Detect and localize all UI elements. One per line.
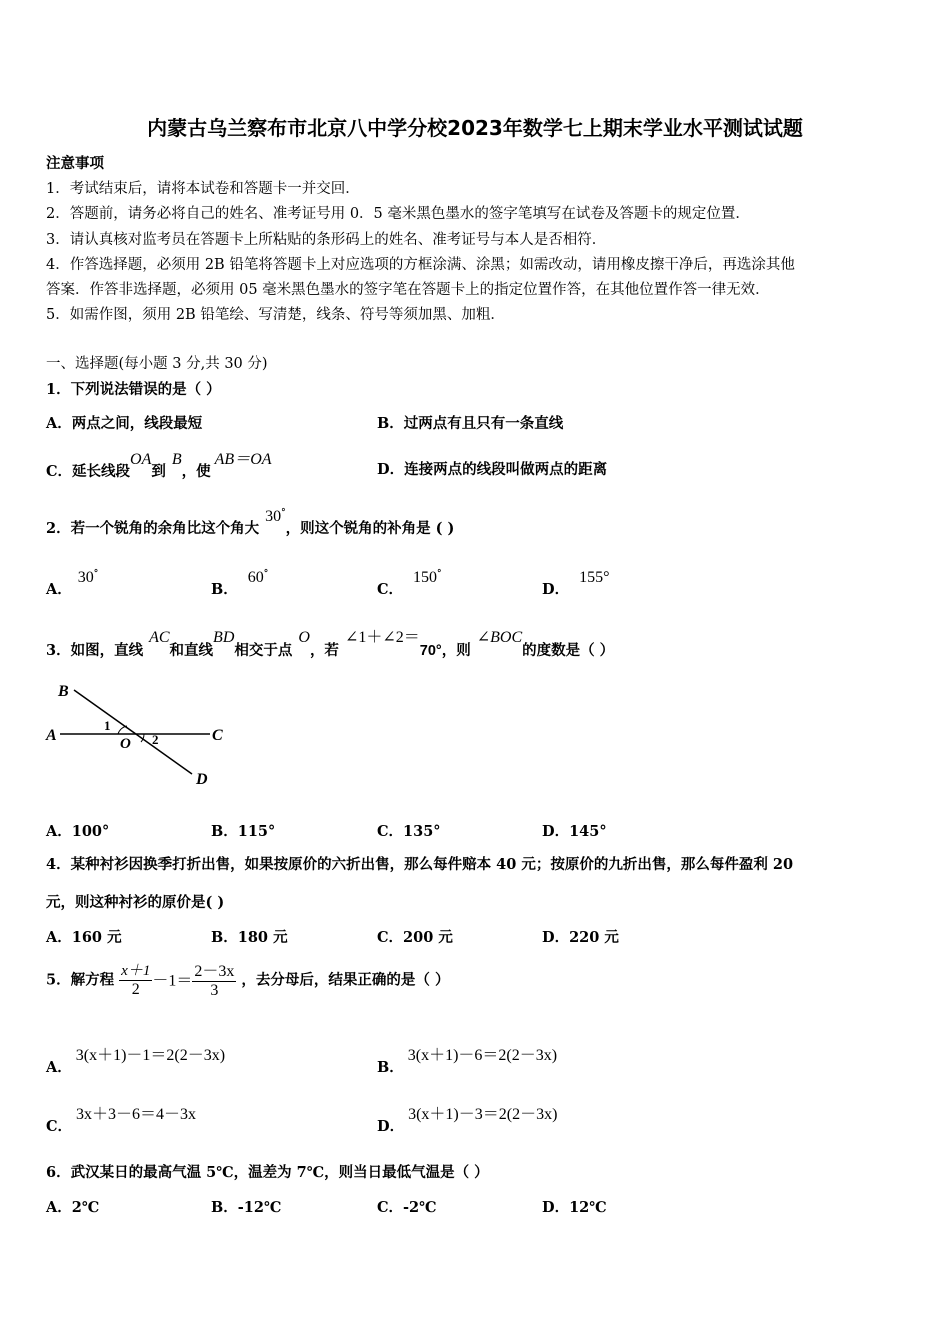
q5-option-a: A．3(x＋1)－1＝2(2－3x) [46,1047,226,1076]
q3-point-o: O [298,629,310,646]
q3-angle-sum: ∠1＋∠2＝ [344,629,420,646]
q1-c-point-b: B [171,451,182,468]
q6-option-b: B．-12℃ [211,1199,282,1216]
q4-option-d: D．220 元 [542,929,619,946]
q6-option-a: A．2℃ [46,1199,100,1216]
notice-item: 2．答题前，请务必将自己的姓名、准考证号用 0．5 毫米黑色墨水的签字笔填写在试卷及答题卡的规定位置． [46,206,750,222]
q1-option-d: D．连接两点的线段叫做两点的距离 [377,461,608,478]
q3-line-ac: AC [149,629,170,646]
notice-heading: 注意事项 [46,155,104,172]
notice-item: 4．作答选择题，必须用 2B 铅笔将答题卡上对应选项的方框涂满、涂黑；如需改动，请用橡皮擦干净后，再选涂其他 [46,257,795,273]
label-2: 2 [152,732,159,747]
q1-option-b: B．过两点有且只有一条直线 [377,415,564,432]
q6-option-c: C．-2℃ [377,1199,437,1216]
q2-option-b: B．60° [211,569,269,598]
q3-stem: 3．如图，直线AC和直线BD相交于点O，若∠1＋∠2＝70°，则∠BOC的度数是（ ） [46,629,615,659]
q3-option-a: A．100° [46,823,110,840]
q3-option-b: B．115° [211,823,276,840]
q2-stem-post: ，则这个锐角的补角是 ( ) [285,520,455,537]
q2-stem-pre: 2．若一个锐角的余角比这个角大 [46,520,260,537]
notice-item: 3．请认真核对监考员在答题卡上所粘贴的条形码上的姓名、准考证号与本人是否相符． [46,232,607,248]
q6-stem: 6．武汉某日的最高气温 5℃，温差为 7℃，则当日最低气温是（ ） [46,1164,489,1181]
q4-stem-line1: 4．某种衬衫因换季打折出售，如果按原价的六折出售，那么每件赔本 40 元；按原价的九折出售，那么每件盈利 20 [46,856,794,873]
q2-option-c: C．150° [377,569,442,598]
q3-figure [40,676,240,796]
q5-stem: 5．解方程 $\frac{x+1}{2}$ －1＝ $\frac{2-3x}{3}$ ，去分母后，结果正确的是（ ） [46,958,449,1000]
q4-stem-line2: 元，则这种衬衫的原价是( ) [46,894,225,911]
q3-angle-boc: ∠BOC [476,629,523,646]
q3-option-d: D．145° [542,823,607,840]
q2-option-a: A．30° [46,569,99,598]
q4-option-b: B．180 元 [211,929,288,946]
q1-c-to: 到 [151,463,166,480]
q1-option-a: A．两点之间，线段最短 [46,415,203,432]
label-a: A [46,727,57,744]
label-c: C [212,727,223,744]
q5-option-b: B．3(x＋1)－6＝2(2－3x) [377,1047,558,1076]
q5-option-c: C．3x＋3－6＝4－3x [46,1106,197,1135]
notice-item: 答案．作答非选择题，必须用 05 毫米黑色墨水的签字笔在答题卡上的指定位置作答，在其他位置作答一律无效． [46,282,770,298]
q4-option-a: A．160 元 [46,929,122,946]
q3-seventy: 70° [419,643,442,659]
label-1: 1 [104,718,111,733]
q5-option-d: D．3(x＋1)－3＝2(2－3x) [377,1106,558,1135]
q1-c-segment-oa: OA [130,451,152,468]
q5-fraction-2: $\frac{2-3x}{3}$ [192,958,236,1000]
q2-stem-value: 30 [265,508,282,525]
notice-item: 5．如需作图，须用 2B 铅笔绘、写清楚，线条、符号等须加黑、加粗． [46,307,505,323]
q2-stem: 2．若一个锐角的余角比这个角大30°，则这个锐角的补角是 ( ) [46,508,455,537]
q1-c-equation: AB＝OA [214,451,272,468]
q1-option-c [46,446,272,480]
q6-option-d: D．12℃ [542,1199,607,1216]
q1-stem: 1．下列说法错误的是（ ） [46,381,221,398]
page-title: 内蒙古乌兰察布市北京八中学分校2023年数学七上期末学业水平测试试题 [147,116,803,140]
q3-option-c: C．135° [377,823,441,840]
q1-c-prefix: C．延长线段 [46,463,131,480]
label-o: O [120,736,131,752]
label-b: B [58,683,69,700]
section-heading: 一、选择题(每小题 3 分,共 30 分) [46,356,268,372]
q1-c-mid: ，使 [181,463,211,480]
line-bd [74,690,192,774]
q4-option-c: C．200 元 [377,929,453,946]
q5-minus-one: －1＝ [152,972,193,990]
notice-item: 1．考试结束后，请将本试卷和答题卡一并交回． [46,181,360,197]
label-d: D [196,771,208,788]
q5-fraction-1: $\frac{x+1}{2}$ [119,959,152,999]
q3-line-bd: BD [213,629,235,646]
q2-option-d: D．155° [542,569,610,598]
